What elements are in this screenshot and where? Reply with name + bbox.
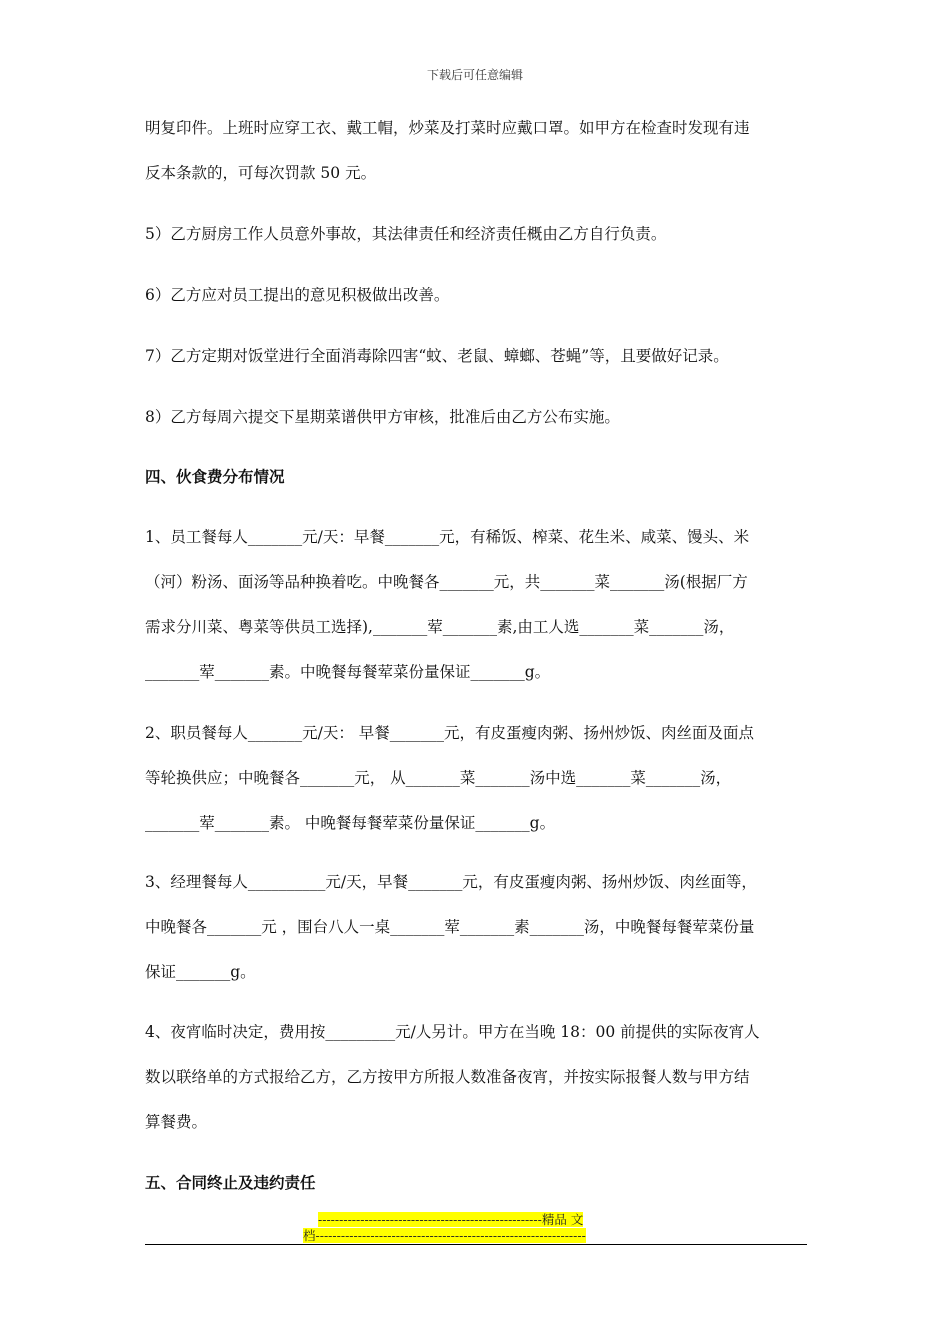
item-1-line: _______荤_______素。中晚餐每餐荤菜份量保证_______g。 <box>145 663 551 681</box>
item-4-line: 4、夜宵临时决定，费用按_________元/人另计。甲方在当晚 18：00 前提供的实际夜宵人 <box>145 1023 760 1041</box>
clause-7: 7）乙方定期对饭堂进行全面消毒除四害“蚊、老鼠、蟑螂、苍蝇”等，且要做好记录。 <box>145 347 729 365</box>
item-2-line: _______荤_______素。 中晚餐每餐荤菜份量保证_______g。 <box>145 814 556 832</box>
item-3-line: 3、经理餐每人__________元/天，早餐_______元，有皮蛋瘦肉粥、扬州炒饭、肉丝面等， <box>145 873 757 891</box>
clause-8: 8）乙方每周六提交下星期菜谱供甲方审核，批准后由乙方公布实施。 <box>145 408 620 426</box>
item-4-line: 算餐费。 <box>145 1113 208 1131</box>
item-3-line: 保证_______g。 <box>145 963 256 981</box>
footer-rule <box>145 1244 807 1245</box>
item-1-line: （河）粉汤、面汤等品种换着吃。中晚餐各_______元，共_______菜_______汤(根据厂方 <box>145 573 748 591</box>
paragraph-line: 明复印件。上班时应穿工衣、戴工帽，炒菜及打菜时应戴口罩。如甲方在检查时发现有违 <box>145 119 750 137</box>
footer-watermark-line1: -----------------------------------------------------精品 文 <box>318 1212 584 1227</box>
item-2-line: 等轮换供应；中晚餐各_______元， 从_______菜_______汤中选_______菜_______汤， <box>145 769 732 787</box>
clause-6: 6）乙方应对员工提出的意见积极做出改善。 <box>145 286 450 304</box>
section-heading-4: 四、伙食费分布情况 <box>145 468 285 486</box>
section-heading-5: 五、合同终止及违约责任 <box>145 1174 316 1192</box>
item-1-line: 1、员工餐每人_______元/天：早餐_______元，有稀饭、榨菜、花生米、咸菜、馒头、米 <box>145 528 750 546</box>
item-4-line: 数以联络单的方式报给乙方，乙方按甲方所报人数准备夜宵，并按实际报餐人数与甲方结 <box>145 1068 750 1086</box>
paragraph-line: 反本条款的，可每次罚款 50 元。 <box>145 164 377 182</box>
page-header: 下载后可任意编辑 <box>426 68 523 82</box>
item-2-line: 2、职员餐每人_______元/天： 早餐_______元，有皮蛋瘦肉粥、扬州炒饭、肉丝面及面点 <box>145 724 755 742</box>
clause-5: 5）乙方厨房工作人员意外事故，其法律责任和经济责任概由乙方自行负责。 <box>145 225 667 243</box>
item-3-line: 中晚餐各_______元 ，围台八人一桌_______荤_______素_______汤，中晚餐每餐荤菜份量 <box>145 918 755 936</box>
item-1-line: 需求分川菜、粤菜等供员工选择),_______荤_______素,由工人选_______菜_______汤， <box>145 618 735 636</box>
footer-watermark-line2: 档---------------------------------------------------------------- <box>303 1228 586 1243</box>
